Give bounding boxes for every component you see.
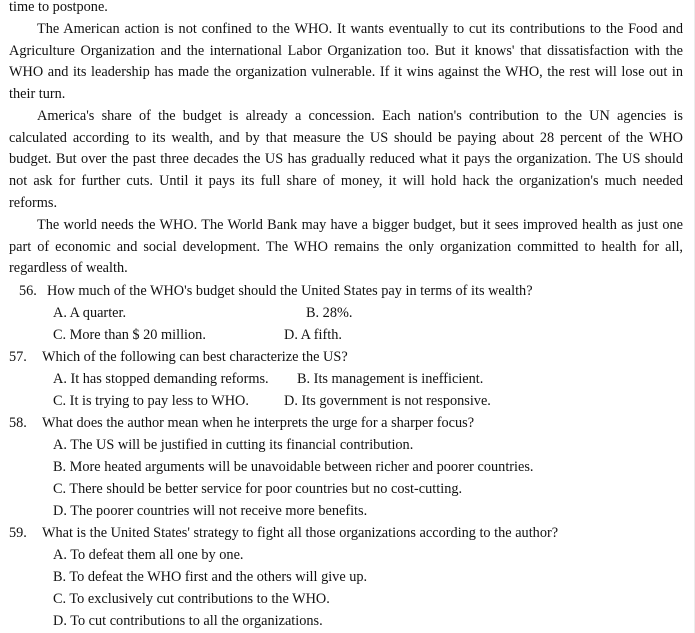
- paragraph-3: The world needs the WHO. The World Bank may have a bigger budget, but it sees improved health as just one part of economic and social development. The WHO remains the only organization committed to health for all, regardless of wealth.: [9, 217, 683, 277]
- question-stem: Which of the following can best characterize the US?: [42, 349, 348, 365]
- question-59-option-b: B. To defeat the WHO first and the others will give up.: [53, 569, 368, 585]
- question-58-option-c: C. There should be better service for poor countries but no cost-cutting.: [53, 481, 463, 497]
- question-56: [19, 281, 533, 303]
- paragraph-1: The American action is not confined to the WHO. It wants eventually to cut its contributions to the Food and Agriculture Organization and the international Labor Organization too. But it knows' that dissatisfaction with the WHO and its leadership has made the organization vulnerable. If it wins against the WHO, the rest will lose out in their turn.: [9, 21, 683, 103]
- question-57-option-b: B. Its management is inefficient.: [297, 371, 484, 387]
- question-59-option-c: C. To exclusively cut contributions to the WHO.: [53, 591, 330, 607]
- question-57-option-a: A. It has stopped demanding reforms.: [53, 371, 269, 387]
- question-stem: How much of the WHO's budget should the United States pay in terms of its wealth?: [47, 283, 533, 299]
- question-number: 58.: [9, 415, 27, 431]
- question-58-option-b: B. More heated arguments will be unavoidable between richer and poorer countries.: [53, 459, 534, 475]
- question-58: [9, 413, 474, 435]
- question-58-option-d: D. The poorer countries will not receive more benefits.: [53, 503, 368, 519]
- question-57-option-d: D. Its government is not responsive.: [284, 393, 491, 409]
- question-number: 57.: [9, 349, 27, 365]
- question-57-option-c: C. It is trying to pay less to WHO.: [53, 393, 249, 409]
- question-56-option-b: B. 28%.: [306, 305, 353, 321]
- question-59: [9, 523, 558, 545]
- paragraph-continuation: time to postpone.: [9, 0, 108, 15]
- question-56-option-d: D. A fifth.: [284, 327, 342, 343]
- question-58-option-a: A. The US will be justified in cutting its financial contribution.: [53, 437, 414, 453]
- question-59-option-a: A. To defeat them all one by one.: [53, 547, 244, 563]
- paragraph-2: America's share of the budget is already a concession. Each nation's contribution to the UN agencies is calculated according to its wealth, and by that measure the US should be paying about 28 percent of the WHO budget. But over the past three decades the US has gradually reduced what it pays the organization. The US should not ask for further cuts. Until it pays its full share of money, it will hold hack the organization's much needed reforms.: [9, 108, 683, 211]
- question-56-option-c: C. More than $ 20 million.: [53, 327, 206, 343]
- question-number: 56.: [19, 283, 37, 299]
- question-56-option-a: A. A quarter.: [53, 305, 127, 321]
- question-59-option-d: D. To cut contributions to all the organizations.: [53, 613, 323, 629]
- question-stem: What is the United States' strategy to fight all those organizations according to the author?: [42, 525, 559, 541]
- question-stem: What does the author mean when he interprets the urge for a sharper focus?: [42, 415, 475, 431]
- question-number: 59.: [9, 525, 27, 541]
- question-57: [9, 347, 348, 369]
